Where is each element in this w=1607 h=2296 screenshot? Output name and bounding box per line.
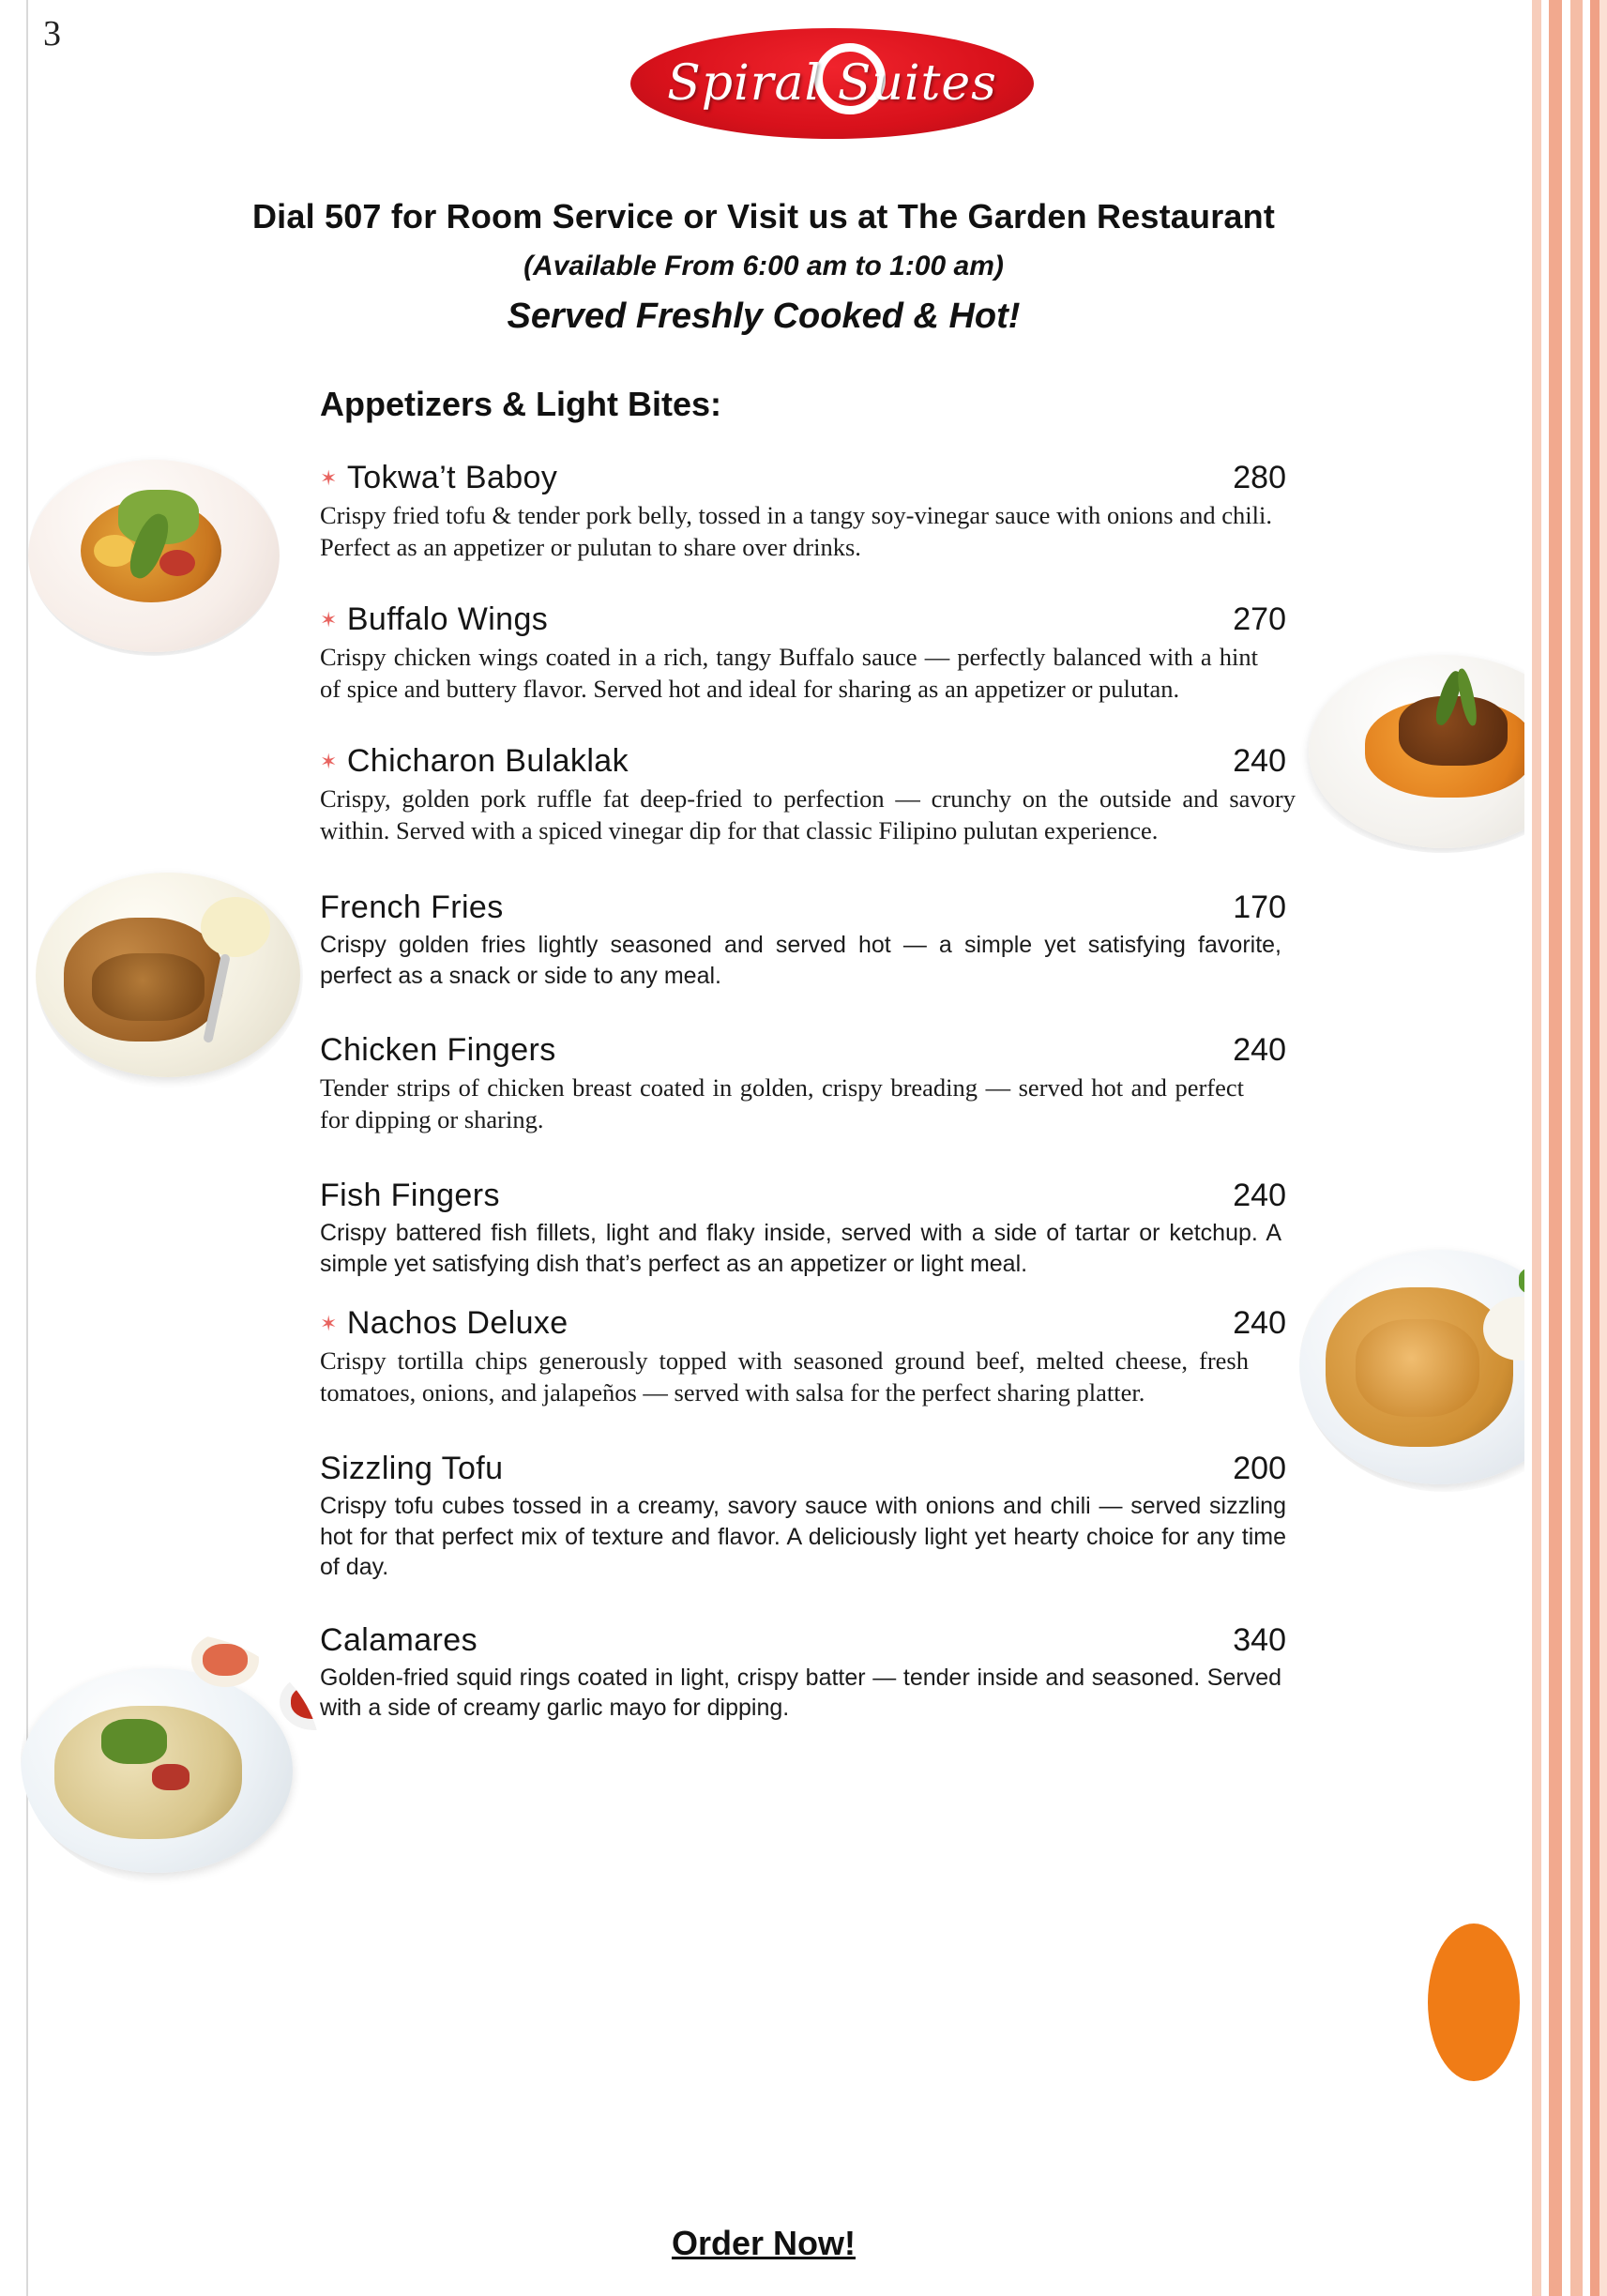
menu-item-name-row: [320, 743, 629, 780]
orange-oval-decoration: [1428, 1923, 1520, 2081]
menu-item-price: 200: [1233, 1451, 1286, 1487]
menu-item: [320, 1451, 1286, 1583]
chicharon-bulaklak-photo: [36, 863, 303, 1088]
star-icon: ✶: [320, 1312, 338, 1336]
menu-item-price: 240: [1233, 1032, 1286, 1069]
star-icon: ✶: [320, 466, 338, 490]
menu-item-name-row: [320, 890, 504, 926]
star-icon: ✶: [320, 607, 338, 631]
menu-item-header: [320, 743, 1286, 780]
menu-item-header: [320, 1305, 1286, 1342]
menu-item: [320, 460, 1286, 564]
menu-item-description: Crispy fried tofu & tender pork belly, tossed in a tangy soy-vinegar sauce with onions and chili. Perfect as an appetizer or pulutan to share over drinks.: [320, 501, 1272, 561]
room-service-heading: Dial 507 for Room Service or Visit us at The Garden Restaurant: [251, 197, 1276, 236]
menu-item-description: Crispy tofu cubes tossed in a creamy, savory sauce with onions and chili — served sizzling hot for that perfect mix of texture and flavor. A deliciously light yet hearty choice for any time of day.: [320, 1493, 1286, 1581]
menu-item-name: Buffalo Wings: [346, 601, 549, 637]
logo-text: Spiral Suites: [667, 55, 997, 112]
section-title-appetizers: Appetizers & Light Bites:: [320, 385, 722, 423]
menu-items-list: [320, 460, 1296, 1748]
menu-item-description: Golden-fried squid rings coated in light, crispy batter — tender inside and seasoned. Served with a side of creamy garlic mayo for dipping.: [320, 1664, 1281, 1722]
menu-item-price: 240: [1233, 742, 1286, 779]
menu-item-name-row: [320, 1178, 500, 1214]
menu-item-name: Fish Fingers: [320, 1178, 500, 1214]
menu-item-price: 280: [1233, 460, 1286, 495]
menu-item-name: Calamares: [320, 1621, 478, 1658]
menu-item-name-row: [320, 1451, 503, 1487]
menu-item: [320, 1622, 1286, 1724]
menu-item-name-row: [320, 1305, 569, 1342]
menu-item-name: Nachos Deluxe: [346, 1305, 569, 1342]
menu-item-name-row: [320, 1622, 478, 1659]
menu-item-name: Tokwa’t Baboy: [346, 460, 558, 495]
tokwat-baboy-photo: [28, 454, 280, 656]
availability-subheading: (Available From 6:00 am to 1:00 am): [523, 251, 1004, 281]
menu-item-name-row: [320, 460, 557, 496]
menu-item-description: Tender strips of chicken breast coated in golden, crispy breading — served hot and perfect for dipping or sharing.: [320, 1073, 1244, 1134]
menu-item: [320, 1032, 1286, 1136]
page-left-rule: [26, 0, 28, 2296]
menu-item-name: Chicharon Bulaklak: [346, 742, 629, 779]
menu-item: [320, 890, 1286, 991]
menu-item-description: Crispy, golden pork ruffle fat deep-fried to perfection — crunchy on the outside and savory within. Served with a spiced vinegar dip for that classic Filipino pulutan experience.: [320, 783, 1296, 844]
menu-item-header: [320, 460, 1286, 496]
star-icon: ✶: [320, 749, 338, 773]
menu-item-price: 170: [1233, 890, 1286, 926]
order-now-link[interactable]: Order Now!: [671, 2224, 856, 2262]
menu-item-header: [320, 890, 1286, 926]
page-number: 3: [43, 14, 61, 53]
menu-item-price: 240: [1233, 1305, 1286, 1342]
menu-item: [320, 601, 1286, 706]
menu-item-name: Chicken Fingers: [320, 1032, 556, 1069]
tagline-heading: Served Freshly Cooked & Hot!: [507, 297, 1021, 336]
menu-item-header: [320, 601, 1286, 638]
menu-item-name: French Fries: [320, 890, 504, 926]
menu-item-description: Crispy battered fish fillets, light and flaky inside, served with a side of tartar or ketchup. A simple yet satisfying dish that’s perfect as an appetizer or light meal.: [320, 1220, 1281, 1277]
menu-item-price: 340: [1233, 1621, 1286, 1658]
menu-item: [320, 742, 1296, 847]
menu-item-header: [320, 1622, 1286, 1659]
menu-item-price: 270: [1233, 601, 1286, 637]
menu-item-name: Sizzling Tofu: [320, 1451, 504, 1487]
menu-item-name-row: [320, 601, 548, 638]
nachos-deluxe-photo: [21, 1633, 321, 1886]
menu-item-description: Crispy golden fries lightly seasoned and served hot — a simple yet satisfying favorite, perfect as a snack or side to any meal.: [320, 932, 1281, 989]
menu-item-description: Crispy chicken wings coated in a rich, tangy Buffalo sauce — perfectly balanced with a hint of spice and buttery flavor. Served hot and ideal for sharing as an appetizer or pulutan.: [320, 642, 1258, 703]
menu-item-header: [320, 1178, 1286, 1214]
menu-item-description: Crispy tortilla chips generously topped with seasoned ground beef, melted cheese, fresh tomatoes, onions, and jalapeños — served with salsa for the perfect sharing platter.: [320, 1346, 1249, 1407]
menu-item: [320, 1178, 1286, 1279]
page-edge-decoration: [1524, 0, 1607, 2296]
menu-item-price: 240: [1233, 1178, 1286, 1214]
brand-logo: [630, 28, 1034, 141]
menu-item: [320, 1305, 1286, 1409]
menu-item-name-row: [320, 1032, 556, 1069]
menu-item-header: [320, 1451, 1286, 1487]
menu-item-header: [320, 1032, 1286, 1069]
